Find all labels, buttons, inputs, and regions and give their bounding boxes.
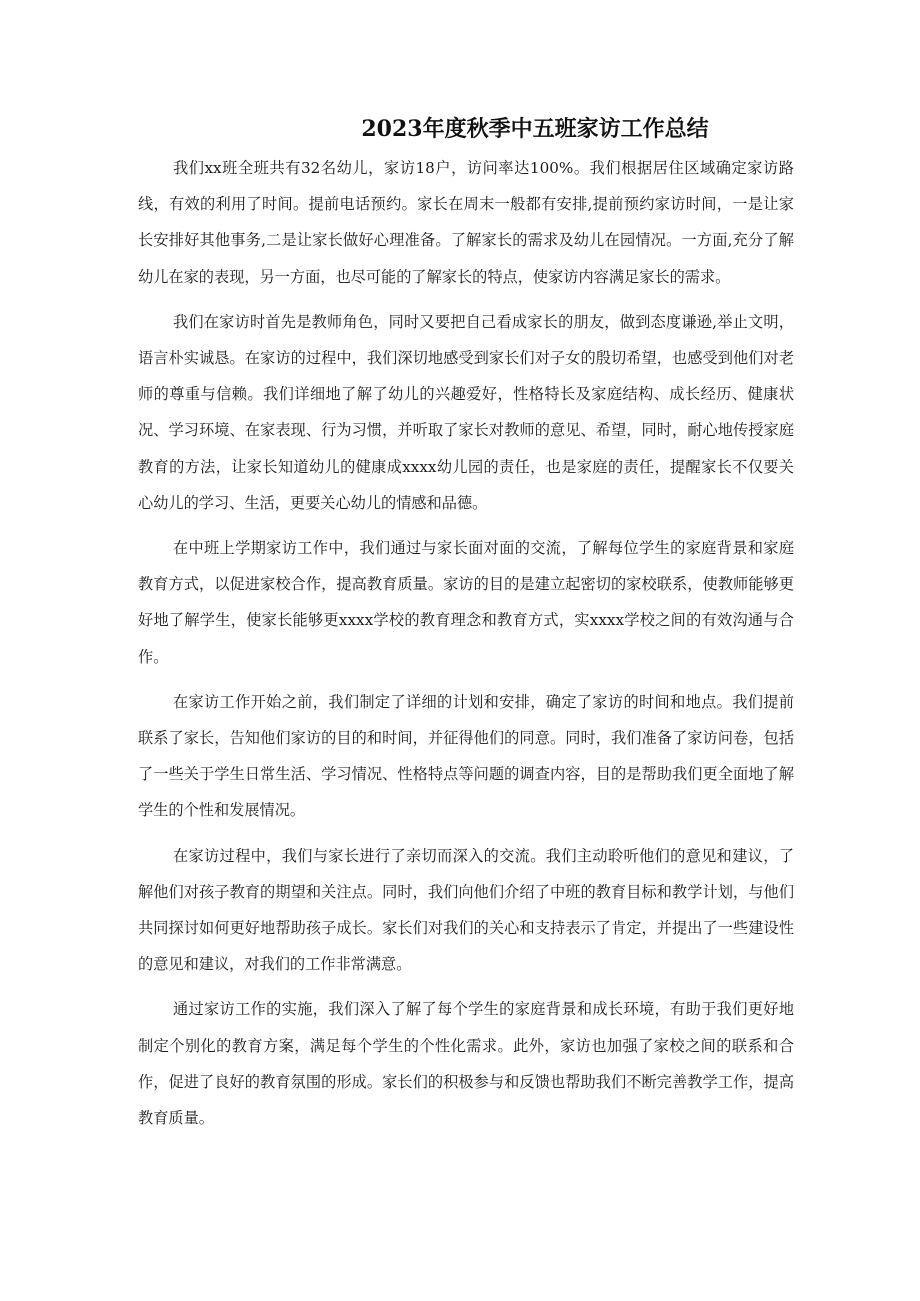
- paragraph-6: 通过家访工作的实施，我们深入了解了每个学生的家庭背景和成长环境，有助于我们更好地制定个别化的教育方案，满足每个学生的个性化需求。此外，家访也加强了家校之间的联系和合作，促进了良好的教育氛围的形成。家长们的积极参与和反馈也帮助我们不断完善教学工作，提高教育质量。: [138, 1000, 794, 1128]
- paragraph-1: 我们xx班全班共有32名幼儿，家访18户，访问率达100%。我们根据居住区域确定家访路线，有效的利用了时间。提前电话预约。家长在周末一般都有安排,提前预约家访时间，一是让家长安排好其他事务,二是让家长做好心理准备。了解家长的需求及幼儿在园情况。一方面,充分了解幼儿在家的表现，另一方面，也尽可能的了解家长的特点，使家访内容满足家长的需求。: [138, 159, 794, 286]
- paragraph-3: 在中班上学期家访工作中，我们通过与家长面对面的交流，了解每位学生的家庭背景和家庭教育方式，以促进家校合作，提高教育质量。家访的目的是建立起密切的家校联系，使教师能够更好地了解学生，使家长能够更xxxx学校的教育理念和教育方式，实xxxx学校之间的有效沟通与合作。: [138, 539, 794, 666]
- paragraph-4: 在家访工作开始之前，我们制定了详细的计划和安排，确定了家访的时间和地点。我们提前联系了家长，告知他们家访的目的和时间，并征得他们的同意。同时，我们准备了家访问卷，包括了一些关于学生日常生活、学习情况、性格特点等问题的调查内容，目的是帮助我们更全面地了解学生的个性和发展情况。: [138, 692, 794, 820]
- paragraph-2: 我们在家访时首先是教师角色，同时又要把自己看成家长的朋友，做到态度谦逊,举止文明，语言朴实诚恳。在家访的过程中，我们深切地感受到家长们对子女的殷切希望，也感受到他们对老师的尊重与信赖。我们详细地了解了幼儿的兴趣爱好，性格特长及家庭结构、成长经历、健康状况、学习环境、在家表现、行为习惯，并听取了家长对教师的意见、希望，同时，耐心地传授家庭教育的方法，让家长知道幼儿的健康成xxxx幼儿园的责任，也是家庭的责任，提醒家长不仅要关心幼儿的学习、生活，更要关心幼儿的情感和品德。: [138, 312, 794, 512]
- document-title: 2023年度秋季中五班家访工作总结: [361, 116, 709, 142]
- document-body: [138, 150, 794, 1145]
- paragraph-5: 在家访过程中，我们与家长进行了亲切而深入的交流。我们主动聆听他们的意见和建议，了解他们对孩子教育的期望和关注点。同时，我们向他们介绍了中班的教育目标和教学计划，与他们共同探讨如何更好地帮助孩子成长。家长们对我们的关心和支持表示了肯定，并提出了一些建设性的意见和建议，对我们的工作非常满意。: [138, 846, 794, 974]
